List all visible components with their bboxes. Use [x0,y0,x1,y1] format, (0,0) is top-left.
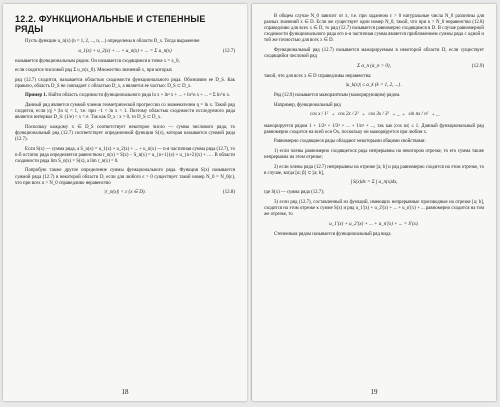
formula-text: |u_k(x)| ≤ α_k (k = 1, 2, ...) . [345,83,403,89]
page-number: 19 [370,388,378,396]
page-number: 18 [121,388,129,396]
paragraph: ряд (12.7) сходится, называется областью сходимости функционального ряда. Обозначим ее D_S. Как правило, область D_S не совпадает с областью D_x, а является ее частью: D_S ⊂ D_x. [15,77,235,89]
left-page [3,4,247,401]
paragraph: Пусть функции u_n(x) (n = 1, 2, ..., n, ...) определены в области D_x. Тогда выражение [25,39,200,44]
right-page [252,4,496,401]
formula-12-8 [15,190,235,196]
series-term-text: sin nx / n² [408,112,429,118]
series-term-text: cos x / 1² [310,112,329,118]
paragraph: Ряд (12.9) называется мажорантным (мажорирующим) рядом. [274,93,401,99]
paragraph: Функциональный ряд (12.7) называется мажорируемым в некоторой области D, если существует сходящийся числовой ряд [264,47,484,60]
formula-text: |r_n(x)| < ε (x ∈ D). [104,190,146,196]
paragraph: 2) если члены ряда (12.7) непрерывны на отрезке [a; b] и ряд равномерно сходится на этом отрезке, то в случае, когда [α; β] ⊂ [a; b], [264,164,484,176]
formula-12-7 [15,49,235,55]
paragraph: В общем случае N_0 зависит от x, т.е. при заданном ε > 0 натуральные числа N_0 различны для разных значений x ∈ D. Если же существует один номер N_0, такой, что при n > N_0 неравенство (12.8) справедливо для всех x ∈ D, то ряд (12.7) называется равномерно сходящимся в D. В случае равномерной сходимости функционального ряда его n-я частичная сумма является приближением суммы ряда с одной и той же точностью для всех x ∈ D. [264,14,484,44]
paragraph: где S(x) — сумма ряда (12.7); [264,190,325,196]
series-term [409,112,429,118]
paragraph: Степенным рядом называется функциональный ряд вида [274,231,391,237]
paragraph: такой, что для всех x ∈ D справедливы неравенства: [264,73,372,79]
formula-12-9 [264,64,484,70]
series-term [338,112,359,118]
paragraph: Данный ряд является суммой членов геометрической прогрессии со знаменателем q = ln x. Такой ряд сходится, если |q| = |ln x| < 1, т.е. при −1 < ln x < 1. Поэтому областью сходимости исследуемого ряда является интервал D_S: (1/e) < x < e. Так как D_x : x > 0, то D_S ⊂ D_x. [15,103,235,121]
example-paragraph [15,93,235,99]
paragraph: 1) если члены равномерно сходящегося ряда непрерывны на некотором отрезке, то его сумма также непрерывна на этом отрезке; [264,148,484,160]
series-formula: cos x / 1² + cos 2x / 2² + cos 3x / 3² + ... + sin nx / n² + ... [310,112,440,119]
equation-number: (12.9) [471,63,484,69]
paragraph: Попробую также другое определение суммы функционального ряда. Функция S(x) называется суммой ряда (12.7) в некоторой области D, если для любого ε > 0 существует такой номер N_0 = N_0(ε), что при всех n > N_0 справедливо неравенство [15,168,235,186]
series-term-text: cos 2x / 2² [338,112,359,118]
paragraph: Равномерно сходящиеся ряды обладают некоторыми общими свойствами: [274,139,426,145]
paragraph: называется функциональным рядом. Он называется сходящимся в точке x = x_0, [15,58,180,64]
series-term-text: cos 3x / 3² [368,112,389,118]
equation-number: (12.7) [222,48,235,54]
paragraph: Например, функциональный ряд [274,102,341,108]
section-heading: 12.2. ФУНКЦИОНАЛЬНЫЕ И СТЕПЕННЫЕ РЯДЫ [15,14,206,34]
example-title: Пример 1. [25,93,48,99]
series-term [310,112,328,118]
derivative-formula [264,222,484,228]
paragraph: Поскольку каждому x ∈ D_S соответствует некоторое число — сумма числового ряда, то функциональный ряд (12.7) соответствует определенной функции S(x), которая называется суммой ряда (12.7). [15,124,235,143]
integral-formula [264,180,484,186]
paragraph: 3) если ряд (12.7), составленный из функций, имеющих непрерывные производные на отрезке [a; b], сходится на этом отрезке к сумме S(x) и ряд u_1'(x) + u_2'(x) + ... + u_n'(x) + ... равномерно сходится на том же отрезке, то [264,199,484,218]
paragraph: мажорируется рядом 1 + 1/2² + 1/3² + ... + 1/n² + ..., так как |cos nx| ≤ 1. Данный функциональный ряд равномерно сходится на всей оси Ox, поскольку он мажорируется при любом x. [264,123,484,135]
paragraph: если сходится числовой ряд Σ u_n(x_0). Множество значений x, при которых [15,68,173,74]
formula-text: u_1'(x) + u_2'(x) + ... + u_n'(x) + ... = S'(x). [329,221,419,227]
formula-text: ∫ S(x)dx = Σ ∫ u_n(x)dx, [350,180,398,186]
equation-number: (12.8) [222,190,235,196]
paragraph: Если S(x) — сумма ряда, а S_n(x) = u_1(x) + u_2(x) + ... + u_n(x) — n-я частичная сумма ряда (12.7), то n-й остаток ряда определяется равенством r_n(x) = S(x) − S_n(x) = u_{n+1}(x) + u_{n+2}(x) + ... . В области сходимости ряда lim S_n(x) = S(x), а lim r_n(x) = 0. [15,146,235,164]
series-term [368,112,389,118]
formula-inequality [264,83,484,89]
formula-text: Σ α_n (α_n > 0), [357,63,391,69]
formula-text: u_1(x) + u_2(x) + ... + u_n(x) + ... = Σ u_n(x) [78,48,172,54]
example-text: Найти область сходимости функционального ряда ln x + ln² x + ... + ln^n x + ... = Σ ln^n x. [48,93,231,99]
